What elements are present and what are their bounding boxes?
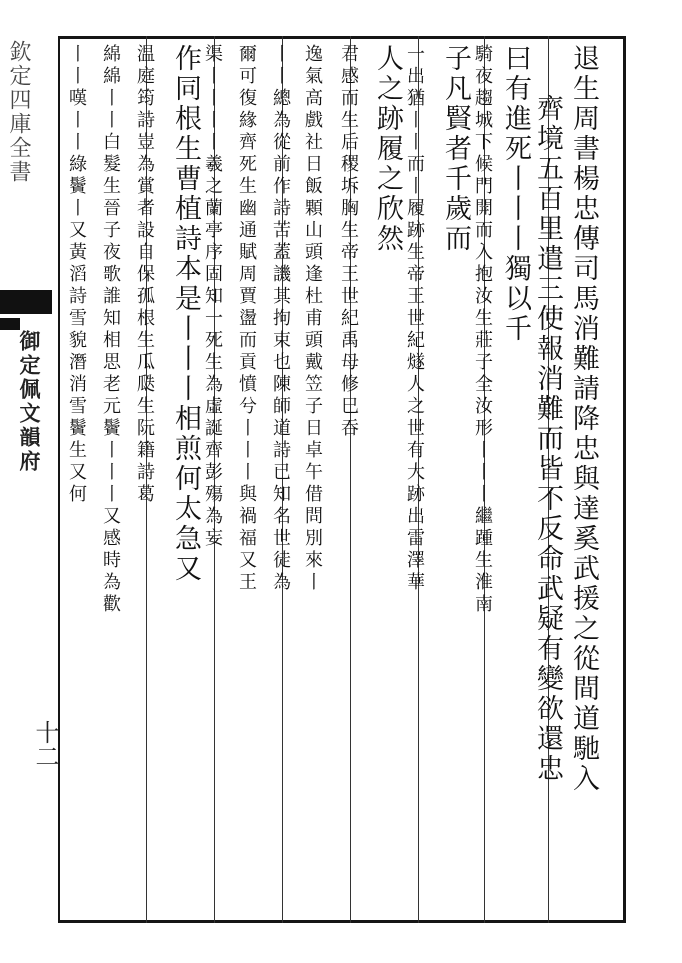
edge-header-text: 欽定四庫全書 <box>6 40 31 184</box>
text-column: 作同根生曹植詩本是丨丨丨相煎何太急又 <box>170 44 201 584</box>
text-column: 一出猶丨丨而丨履跡生帝王世紀燧人之世有大跡出雷澤華 <box>404 44 425 594</box>
text-column: 人之跡履之欣然 <box>372 44 403 254</box>
margin-black-tab-small <box>0 318 20 330</box>
text-column: 騎夜趨城下候門開而入抱汝生莊子全汝形丨丨丨繼踵生淮南 <box>472 44 493 616</box>
text-column: 退生周書楊忠傳司馬消難請降忠與達奚武援之從間道馳入 <box>568 44 599 794</box>
text-column: 曰有進死丨丨丨獨以千 <box>500 44 531 344</box>
text-column: 逸氣高戲社日飯顆山頭逢杜甫頭戴笠子日卓午借問別來丨 <box>302 44 323 594</box>
text-column: 齊境五百里遣三使報消難而皆不反命武疑有變欲還忠 <box>532 94 563 784</box>
text-column: 丨丨總為從前作詩苦蓋譏其拘束也陳師道詩已知名世徒為 <box>270 44 291 594</box>
page-number: 十二 <box>31 720 59 768</box>
text-column: 子凡賢者千歲而 <box>440 44 471 254</box>
spine-title: 御定佩文韻府 <box>17 330 42 474</box>
text-column: 綿綿丨丨白髮生晉子夜歌誰知相思老元鬢丨丨丨又感時為歡 <box>100 44 121 616</box>
text-column: 丨丨嘆丨丨綠鬢丨又黃滔詩雪貌潛消雪鬢生又何 <box>66 44 87 506</box>
margin-black-tab <box>0 290 52 314</box>
text-column: 温庭筠詩豈為賞者設自保孤根生瓜瓞生阮籍詩葛 <box>134 44 155 506</box>
text-column: 爾可復緣齊死生幽通賦周賈盪而貢憤兮丨丨丨與禍福又王 <box>236 44 257 594</box>
text-column: 渠丨丨丨丨羲之蘭亭序固知一死生為虛誕齊彭殤為妄 <box>202 44 223 550</box>
text-column: 君感而生后稷坼胸生帝王世紀禹母修巳吞 <box>338 44 359 440</box>
